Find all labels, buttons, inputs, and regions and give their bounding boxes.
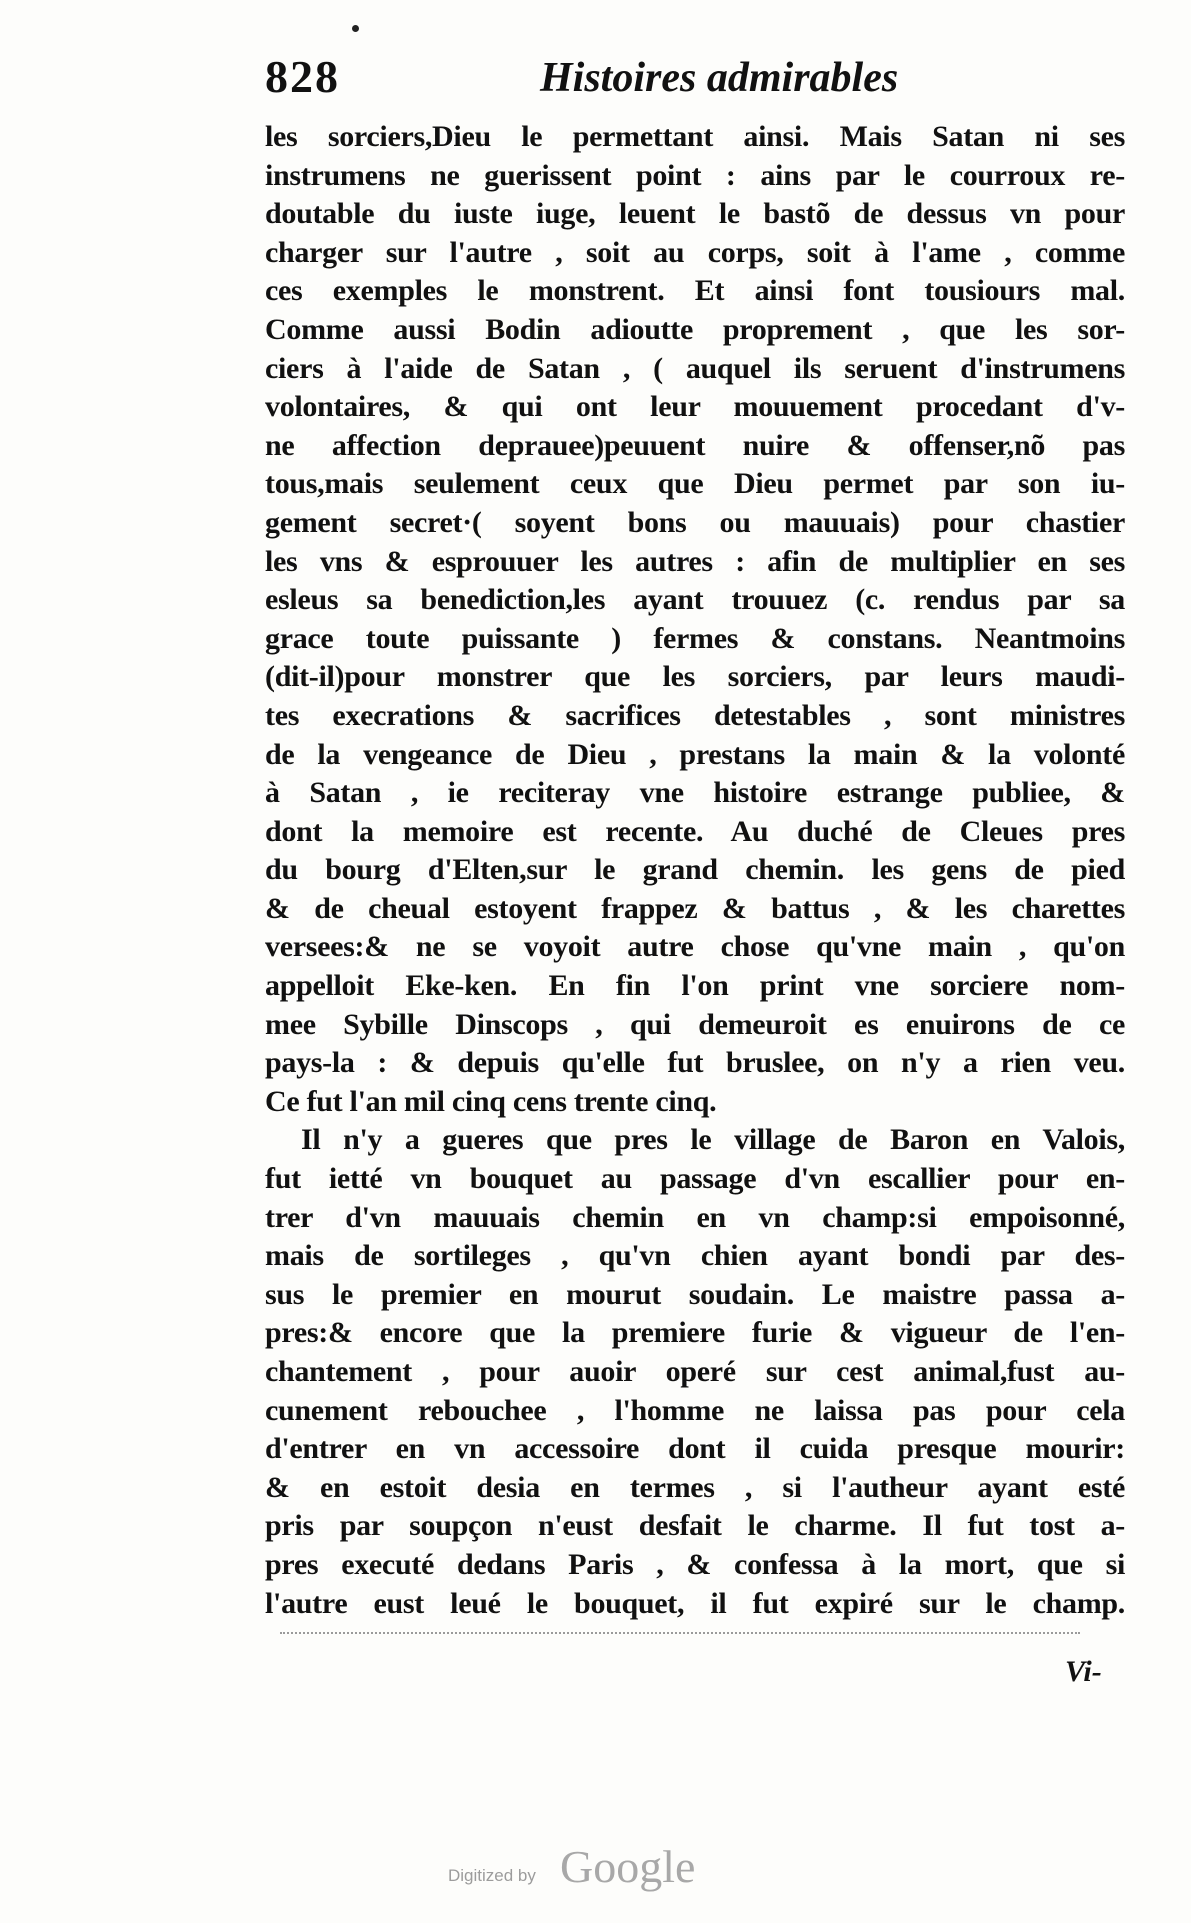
text-line: tes execrations & sacrifices detestables , sont ministres (265, 698, 1125, 732)
paragraph-last-line: Ce fut l'an mil cinq cens trente cinq. (265, 1084, 717, 1118)
text-line: Comme aussi Bodin adioutte proprement , que les sor- (265, 312, 1125, 346)
bleed-through-marks (280, 1632, 1080, 1654)
text-line: volontaires, & qui ont leur mouuement procedant d'v- (265, 390, 1125, 424)
catchword: Vi- (1065, 1655, 1102, 1688)
text-line: les sorciers,Dieu le permettant ainsi. Mais Satan ni ses (265, 120, 1125, 153)
text-line: d'entrer en vn accessoire dont il cuida presque mourir: (265, 1432, 1125, 1466)
text-line: sus le premier en mourut soudain. Le maistre passa a- (265, 1277, 1125, 1311)
text-line: doutable du iuste iuge, leuent le bastõ de dessus vn pour (265, 197, 1125, 231)
text-line: grace toute puissante ) fermes & constans. Neantmoins (265, 621, 1125, 655)
google-logo: Google (560, 1841, 696, 1892)
text-line: ne affection deprauee)peuuent nuire & offenser,nõ pas (265, 428, 1125, 462)
text-line: les vns & esprouuer les autres : afin de multiplier en ses (265, 544, 1125, 578)
text-line: fut ietté vn bouquet au passage d'vn escallier pour en- (265, 1162, 1125, 1196)
text-line: mais de sortileges , qu'vn chien ayant bondi par des- (265, 1239, 1125, 1273)
text-line: pris par soupçon n'eust desfait le charme. Il fut tost a- (265, 1509, 1125, 1543)
text-line: instrumens ne guerissent point : ains par le courroux re- (265, 158, 1125, 192)
text-line: de la vengeance de Dieu , prestans la main & la volonté (265, 737, 1125, 771)
running-title: Histoires admirables (540, 55, 899, 101)
text-line: l'autre eust leué le bouquet, il fut expiré sur le champ. (265, 1586, 1125, 1620)
text-line: (dit-il)pour monstrer que les sorciers, par leurs maudi- (265, 660, 1125, 694)
page-header (265, 50, 1125, 120)
text-line: chantement , pour auoir operé sur cest animal,fust au- (265, 1355, 1125, 1388)
text-line: & de cheual estoyent frappez & battus , & les charettes (265, 891, 1125, 925)
text-line: pres:& encore que la premiere furie & vigueur de l'en- (265, 1316, 1125, 1350)
text-line: dont la memoire est recente. Au duché de Cleues pres (265, 814, 1125, 848)
digitization-watermark (448, 1840, 748, 1900)
text-line: esleus sa benediction,les ayant trouuez (c. rendus par sa (265, 583, 1125, 617)
body-text (265, 118, 1125, 1623)
text-line: gement secret·( soyent bons ou mauuais) pour chastier (265, 505, 1125, 539)
text-line: appelloit Eke-ken. En fin l'on print vne sorciere nom- (265, 969, 1125, 1003)
paragraph-first-line: Il n'y a gueres que pres le village de Baron en Valois, (301, 1123, 1125, 1157)
text-line: & en estoit desia en termes , si l'autheur ayant esté (265, 1470, 1125, 1504)
text-line: pays-la : & depuis qu'elle fut bruslee, on n'y a rien veu. (265, 1046, 1125, 1080)
text-line: versees:& ne se voyoit autre chose qu'vne main , qu'on (265, 930, 1125, 964)
text-line: trer d'vn mauuais chemin en vn champ:si empoisonné, (265, 1200, 1125, 1234)
digitized-by-label: Digitized by (448, 1866, 536, 1885)
text-line: tous,mais seulement ceux que Dieu permet par son iu- (265, 467, 1125, 501)
text-line: ciers à l'aide de Satan , ( auquel ils seruent d'instrumens (265, 351, 1125, 385)
text-line: mee Sybille Dinscops , qui demeuroit es enuirons de ce (265, 1007, 1125, 1041)
page-number: 828 (265, 51, 340, 102)
text-line: du bourg d'Elten,sur le grand chemin. les gens de pied (265, 853, 1125, 887)
text-line: ces exemples le monstrent. Et ainsi font tousiours mal. (265, 274, 1125, 308)
text-line: cunement rebouchee , l'homme ne laissa pas pour cela (265, 1393, 1125, 1427)
text-line: pres executé dedans Paris , & confessa à la mort, que si (265, 1547, 1125, 1581)
text-line: charger sur l'autre , soit au corps, soit à l'ame , comme (265, 235, 1125, 269)
text-line: à Satan , ie reciteray vne histoire estrange publiee, & (265, 776, 1125, 810)
ink-speck (352, 25, 359, 32)
